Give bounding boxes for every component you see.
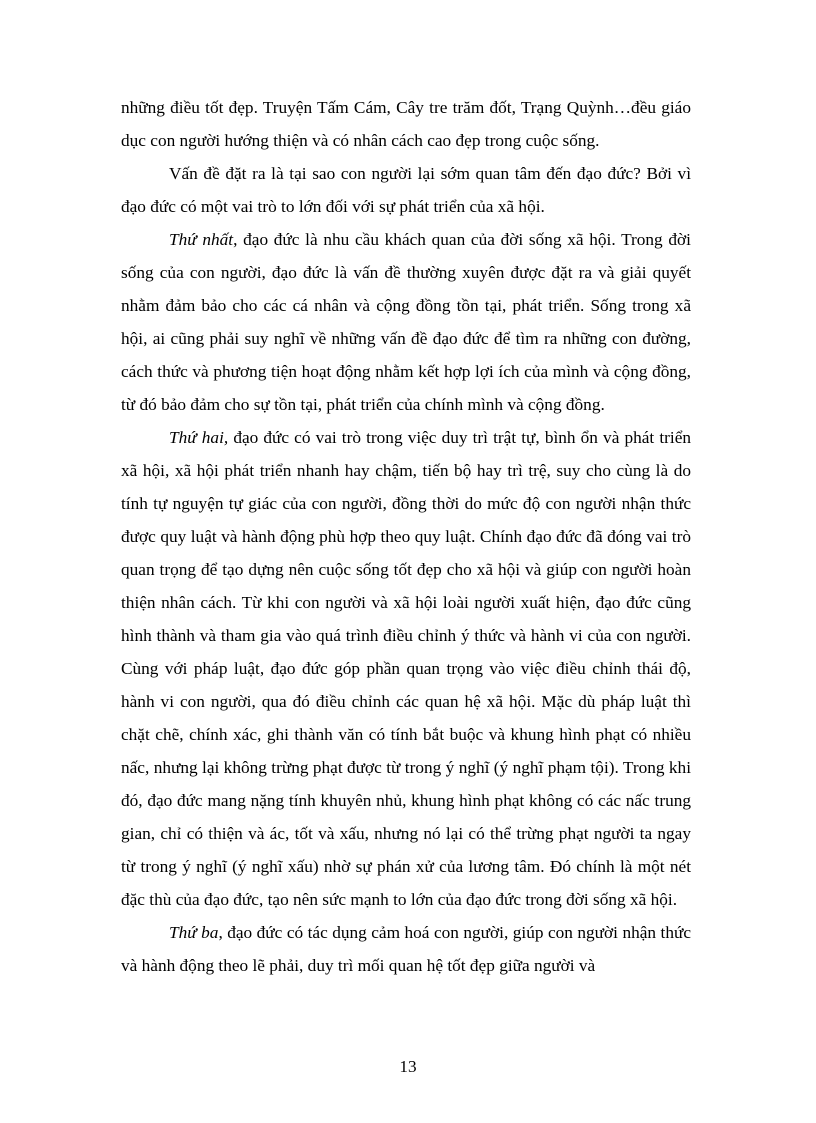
paragraph-question xyxy=(121,157,691,223)
page-number: 13 xyxy=(399,1057,417,1076)
paragraph-continuation xyxy=(121,91,691,157)
paragraph-third-point xyxy=(121,916,691,982)
body-text xyxy=(121,91,691,982)
paragraph-text: những điều tốt đẹp. Truyện Tấm Cám, Cây tre trăm đốt, Trạng Quỳnh…đều giáo dục con người hướng thiện và có nhân cách cao đẹp trong cuộc sống. xyxy=(121,98,691,150)
paragraph-lead: Thứ nhất xyxy=(169,230,234,249)
paragraph-first-point xyxy=(121,223,691,421)
paragraph-text: , đạo đức là nhu cầu khách quan của đời sống xã hội. Trong đời sống của con người, đạo đức là vấn đề thường xuyên được đặt ra và giải quyết nhằm đảm bảo cho các cá nhân và cộng đồng tồn tại, phát triển. Sống trong xã hội, ai cũng phải suy nghĩ về những vấn đề đạo đức để tìm ra những con đường, cách thức và phương tiện hoạt động nhằm kết hợp lợi ích của mình và cộng đồng, từ đó bảo đảm cho sự tồn tại, phát triển của chính mình và cộng đồng. xyxy=(121,230,691,414)
paragraph-text: Vấn đề đặt ra là tại sao con người lại sớm quan tâm đến đạo đức? Bởi vì đạo đức có một vai trò to lớn đối với sự phát triển của xã hội. xyxy=(121,164,691,216)
paragraph-lead: Thứ ba xyxy=(169,923,219,942)
paragraph-text: , đạo đức có tác dụng cảm hoá con người, giúp con người nhận thức và hành động theo lẽ phải, duy trì mối quan hệ tốt đẹp giữa người và xyxy=(121,923,691,975)
paragraph-lead: Thứ hai, xyxy=(169,428,229,447)
paragraph-second-point xyxy=(121,421,691,916)
paragraph-text: đạo đức có vai trò trong việc duy trì trật tự, bình ổn và phát triển xã hội, xã hội phát triển nhanh hay chậm, tiến bộ hay trì trệ, suy cho cùng là do tính tự nguyện tự giác của con người, đồng thời do mức độ con người nhận thức được quy luật và hành động phù hợp theo quy luật. Chính đạo đức đã đóng vai trò quan trọng để tạo dựng nên cuộc sống tốt đẹp cho xã hội và giúp con người hoàn thiện nhân cách. Từ khi con người và xã hội loài người xuất hiện, đạo đức cũng hình thành và tham gia vào quá trình điều chỉnh ý thức và hành vi của con người. Cùng với pháp luật, đạo đức góp phần quan trọng vào việc điều chỉnh thái độ, hành vi con người, qua đó điều chỉnh các quan hệ xã hội. Mặc dù pháp luật thì chặt chẽ, chính xác, ghi thành văn có tính bắt buộc và khung hình phạt có nhiều nấc, nhưng lại không trừng phạt được từ trong ý nghĩ (ý nghĩ phạm tội). Trong khi đó, đạo đức mang nặng tính khuyên nhủ, khung hình phạt không có các nấc trung gian, chỉ có thiện và ác, tốt và xấu, nhưng nó lại có thể trừng phạt người ta ngay từ trong ý nghĩ (ý nghĩ xấu) nhờ sự phán xử của lương tâm. Đó chính là một nét đặc thù của đạo đức, tạo nên sức mạnh to lớn của đạo đức trong đời sống xã hội. xyxy=(121,428,692,909)
